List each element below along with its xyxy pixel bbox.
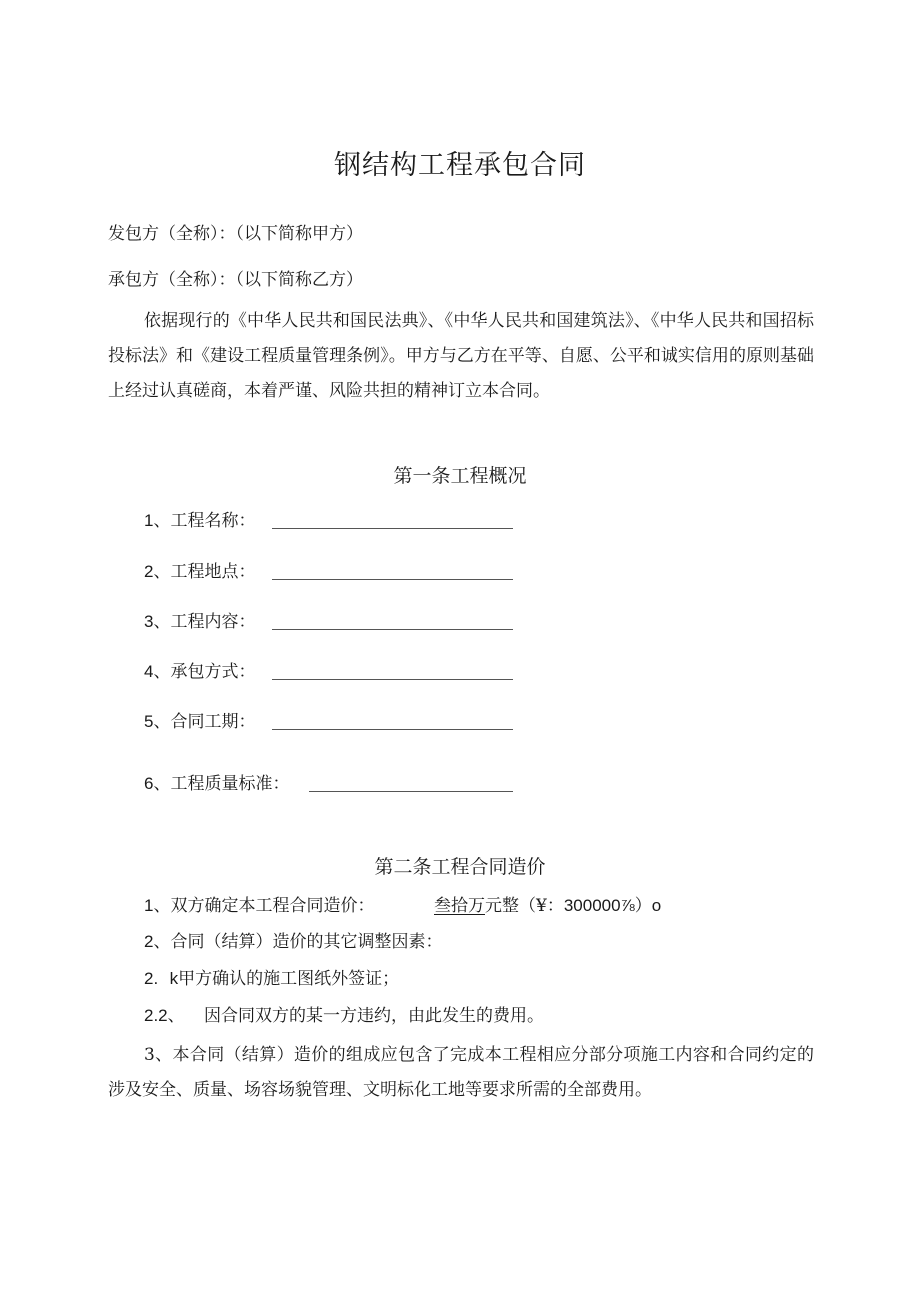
item-contract-period <box>144 710 255 734</box>
contract-price-amount <box>434 894 661 918</box>
item-label: 合同工期： <box>170 712 256 732</box>
article-1-heading: 第一条工程概况 <box>393 465 527 487</box>
item-contract-mode <box>144 660 255 684</box>
employer-line: 发包方（全称）：（以下简称甲方） <box>108 224 363 244</box>
amount-close: ）o <box>634 896 662 915</box>
project-name-blank[interactable] <box>272 528 513 529</box>
item-number: 2、 <box>144 932 171 951</box>
item-number: 4、 <box>144 662 171 681</box>
sub-item-text: k甲方确认的施工图纸外签证； <box>169 969 400 988</box>
item-label: 工程质量标准： <box>170 774 290 794</box>
sub-item-2-2 <box>144 1004 544 1028</box>
item-label: 工程名称： <box>170 511 256 531</box>
contract-price-line <box>144 894 374 918</box>
intro-paragraph: 依据现行的《中华人民共和国民法典》、《中华人民共和国建筑法》、《中华人民共和国招标投标法》和《建设工程质量管理条例》。甲方与乙方在平等、自愿、公平和诚实信用的原则基础上经过认真磋商，本着严谨、风险共担的精神订立本合同。 <box>108 311 814 401</box>
contractor-line: 承包方（全称）：（以下简称乙方） <box>108 270 363 290</box>
amount-number: 300000⅞ <box>563 896 635 915</box>
item-project-name <box>144 509 255 533</box>
item-number: 2、 <box>144 562 171 581</box>
item-project-content <box>144 610 255 634</box>
item-number: 3、 <box>144 612 171 631</box>
amount-in-words: 叁拾万 <box>434 896 485 916</box>
adjustment-factors-line <box>144 930 442 954</box>
item-quality-standard <box>144 772 289 796</box>
sub-item-number: 2.2、 <box>144 1006 185 1025</box>
quality-standard-blank[interactable] <box>309 791 513 792</box>
contract-mode-blank[interactable] <box>272 679 513 680</box>
item-project-location <box>144 560 255 584</box>
article-2-heading: 第二条工程合同造价 <box>374 856 546 878</box>
document-title: 钢结构工程承包合同 <box>334 150 586 181</box>
sub-item-2-1 <box>144 967 399 991</box>
price-composition-paragraph: 3、本合同（结算）造价的组成应包含了完成本工程相应分部分项施工内容和合同约定的涉及安全、质量、场容场貌管理、文明标化工地等要求所需的全部费用。 <box>108 1045 814 1100</box>
amount-currency: 元整（¥： <box>485 896 564 916</box>
project-location-blank[interactable] <box>272 579 513 580</box>
item-number: 1、 <box>144 896 171 915</box>
contract-period-blank[interactable] <box>272 729 513 730</box>
contract-price-label: 双方确定本工程合同造价： <box>170 896 375 916</box>
item-number: 5、 <box>144 712 171 731</box>
sub-item-text: 因合同双方的某一方违约，由此发生的费用。 <box>204 1006 545 1026</box>
item-label: 工程内容： <box>170 612 256 632</box>
item-label: 承包方式： <box>170 662 256 682</box>
project-content-blank[interactable] <box>272 629 513 630</box>
sub-item-number: 2. <box>144 969 159 988</box>
item-number: 1、 <box>144 511 171 530</box>
item-number: 6、 <box>144 774 171 793</box>
item-label: 工程地点： <box>170 562 256 582</box>
adjustment-factors-text: 合同（结算）造价的其它调整因素： <box>170 932 443 952</box>
